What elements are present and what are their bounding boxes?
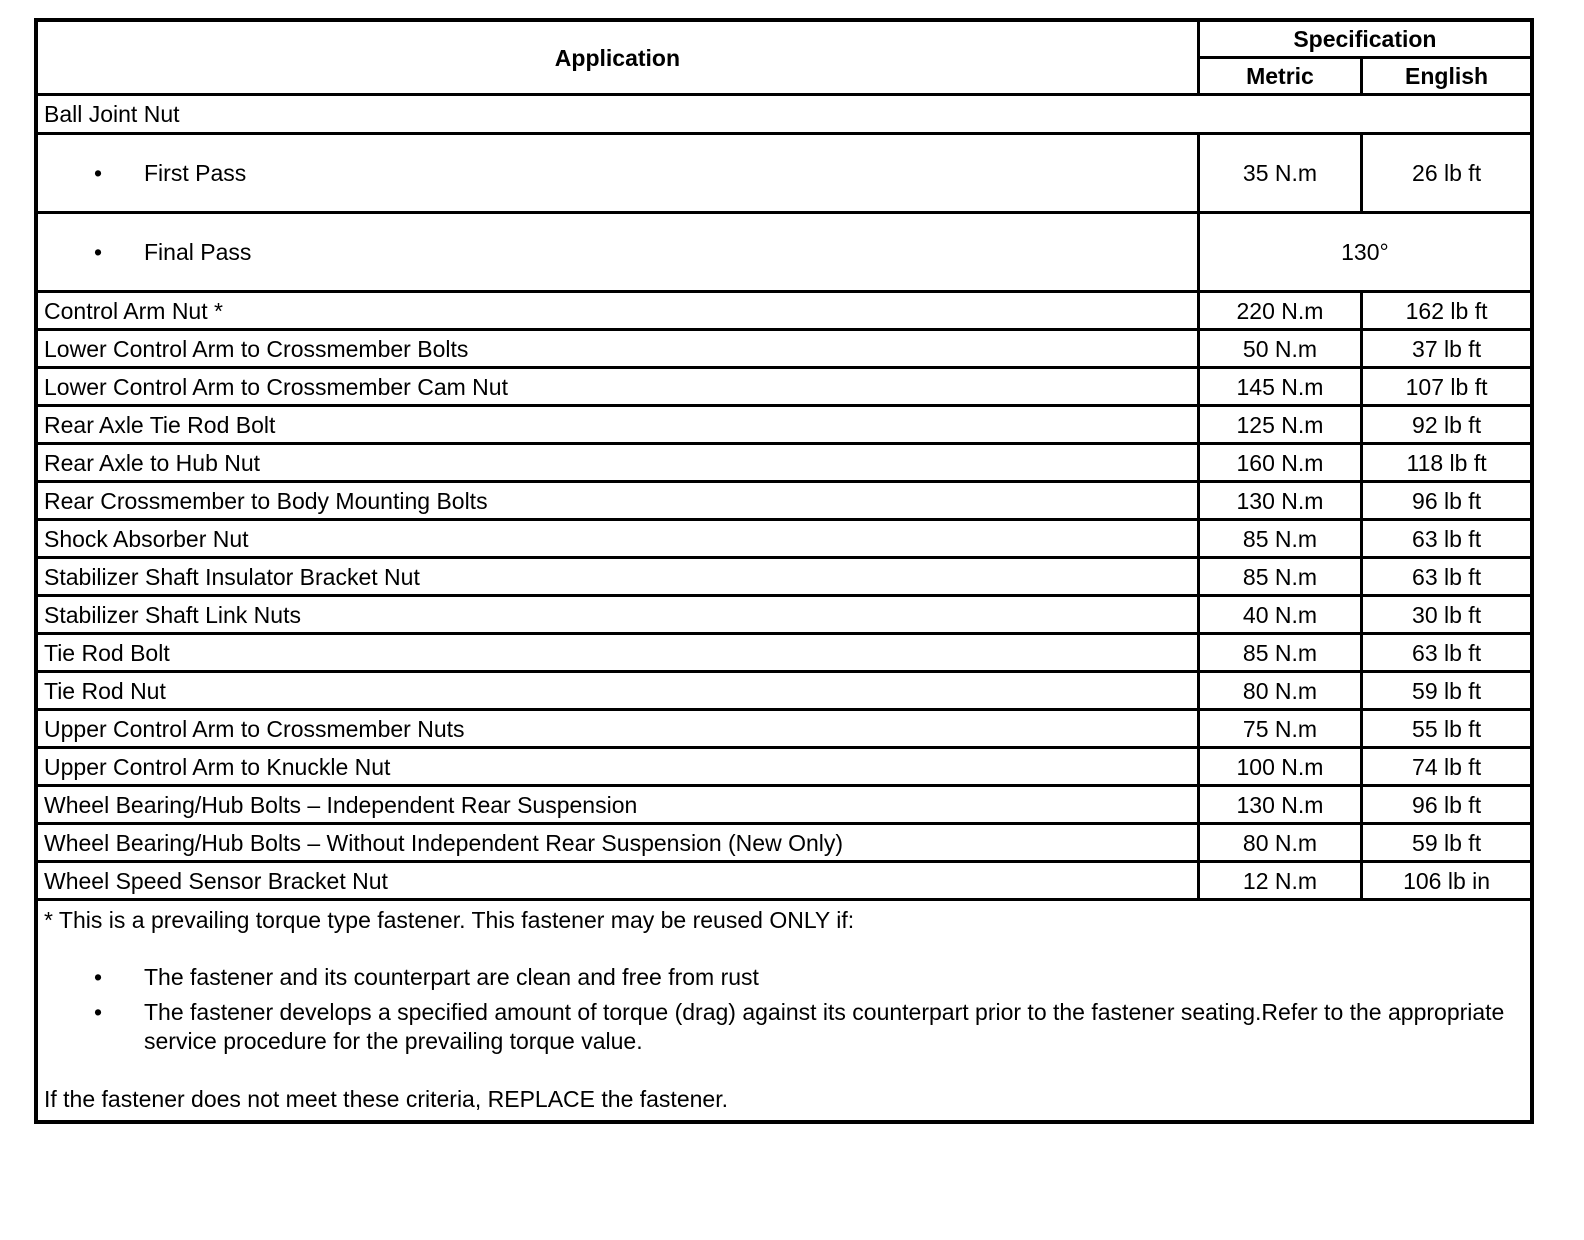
english-value: 118 lb ft — [1362, 444, 1532, 482]
fastener-note — [36, 900, 1532, 1123]
note-bullet-text: The fastener and its counterpart are clean and free from rust — [144, 964, 759, 990]
first-pass-label: First Pass — [144, 160, 247, 186]
english-value: 59 lb ft — [1362, 672, 1532, 710]
english-value: 96 lb ft — [1362, 786, 1532, 824]
metric-value: 85 N.m — [1198, 520, 1361, 558]
application-cell: Control Arm Nut * — [36, 292, 1198, 330]
metric-value: 100 N.m — [1198, 748, 1361, 786]
table-row — [36, 558, 1532, 596]
metric-value: 80 N.m — [1198, 824, 1361, 862]
ball-joint-nut-label: Ball Joint Nut — [36, 95, 1532, 134]
application-header: Application — [36, 20, 1198, 95]
application-cell: Rear Axle Tie Rod Bolt — [36, 406, 1198, 444]
table-row — [36, 406, 1532, 444]
application-cell: Tie Rod Nut — [36, 672, 1198, 710]
table-row — [36, 596, 1532, 634]
metric-value: 125 N.m — [1198, 406, 1361, 444]
table-row — [36, 444, 1532, 482]
metric-value: 80 N.m — [1198, 672, 1361, 710]
english-value: 30 lb ft — [1362, 596, 1532, 634]
metric-value: 12 N.m — [1198, 862, 1361, 900]
metric-value: 75 N.m — [1198, 710, 1361, 748]
final-pass-label: Final Pass — [144, 239, 252, 265]
table-row — [36, 520, 1532, 558]
table-row — [36, 824, 1532, 862]
note-intro: * This is a prevailing torque type fastener. This fastener may be reused ONLY if: — [44, 907, 855, 933]
metric-value: 85 N.m — [1198, 558, 1361, 596]
english-value: 96 lb ft — [1362, 482, 1532, 520]
metric-value: 50 N.m — [1198, 330, 1361, 368]
table-row — [36, 330, 1532, 368]
note-bullet-list — [44, 963, 1524, 1056]
application-cell: Lower Control Arm to Crossmember Cam Nut — [36, 368, 1198, 406]
bullet-icon: • — [94, 160, 103, 186]
final-pass-cell — [36, 213, 1198, 292]
first-pass-english: 26 lb ft — [1362, 134, 1532, 213]
english-value: 55 lb ft — [1362, 710, 1532, 748]
application-cell: Stabilizer Shaft Insulator Bracket Nut — [36, 558, 1198, 596]
english-value: 74 lb ft — [1362, 748, 1532, 786]
metric-value: 130 N.m — [1198, 786, 1361, 824]
first-pass-cell — [36, 134, 1198, 213]
english-value: 63 lb ft — [1362, 558, 1532, 596]
application-cell: Rear Axle to Hub Nut — [36, 444, 1198, 482]
metric-header: Metric — [1198, 58, 1361, 95]
application-cell: Wheel Speed Sensor Bracket Nut — [36, 862, 1198, 900]
english-header: English — [1362, 58, 1532, 95]
metric-value: 85 N.m — [1198, 634, 1361, 672]
application-cell: Tie Rod Bolt — [36, 634, 1198, 672]
english-value: 59 lb ft — [1362, 824, 1532, 862]
english-value: 107 lb ft — [1362, 368, 1532, 406]
application-cell: Shock Absorber Nut — [36, 520, 1198, 558]
table-row — [36, 482, 1532, 520]
english-value: 106 lb in — [1362, 862, 1532, 900]
table-row — [36, 710, 1532, 748]
note-closing: If the fastener does not meet these criteria, REPLACE the fastener. — [44, 1086, 728, 1112]
application-cell: Stabilizer Shaft Link Nuts — [36, 596, 1198, 634]
first-pass-metric: 35 N.m — [1198, 134, 1361, 213]
english-value: 63 lb ft — [1362, 520, 1532, 558]
english-value: 162 lb ft — [1362, 292, 1532, 330]
application-cell: Wheel Bearing/Hub Bolts – Independent Rear Suspension — [36, 786, 1198, 824]
application-cell: Upper Control Arm to Knuckle Nut — [36, 748, 1198, 786]
table-row — [36, 862, 1532, 900]
english-value: 92 lb ft — [1362, 406, 1532, 444]
table-row — [36, 786, 1532, 824]
application-cell: Rear Crossmember to Body Mounting Bolts — [36, 482, 1198, 520]
note-bullet-item — [44, 963, 1524, 992]
torque-specification-table — [34, 18, 1534, 1124]
table-row — [36, 672, 1532, 710]
metric-value: 145 N.m — [1198, 368, 1361, 406]
table-row — [36, 292, 1532, 330]
metric-value: 220 N.m — [1198, 292, 1361, 330]
metric-value: 40 N.m — [1198, 596, 1361, 634]
application-cell: Wheel Bearing/Hub Bolts – Without Independent Rear Suspension (New Only) — [36, 824, 1198, 862]
final-pass-angle: 130° — [1198, 213, 1532, 292]
table-row — [36, 634, 1532, 672]
application-cell: Lower Control Arm to Crossmember Bolts — [36, 330, 1198, 368]
specification-header: Specification — [1198, 20, 1532, 58]
bullet-icon: • — [94, 964, 103, 990]
metric-value: 130 N.m — [1198, 482, 1361, 520]
metric-value: 160 N.m — [1198, 444, 1361, 482]
bullet-icon: • — [94, 999, 103, 1025]
note-bullet-item — [44, 998, 1524, 1056]
english-value: 37 lb ft — [1362, 330, 1532, 368]
note-bullet-text: The fastener develops a specified amount of torque (drag) against its counterpart prior to the fastener seating.Refer to the appropriate service procedure for the prevailing torque value. — [144, 999, 1505, 1054]
english-value: 63 lb ft — [1362, 634, 1532, 672]
table-row — [36, 748, 1532, 786]
bullet-icon: • — [94, 239, 103, 265]
application-cell: Upper Control Arm to Crossmember Nuts — [36, 710, 1198, 748]
table-row — [36, 368, 1532, 406]
